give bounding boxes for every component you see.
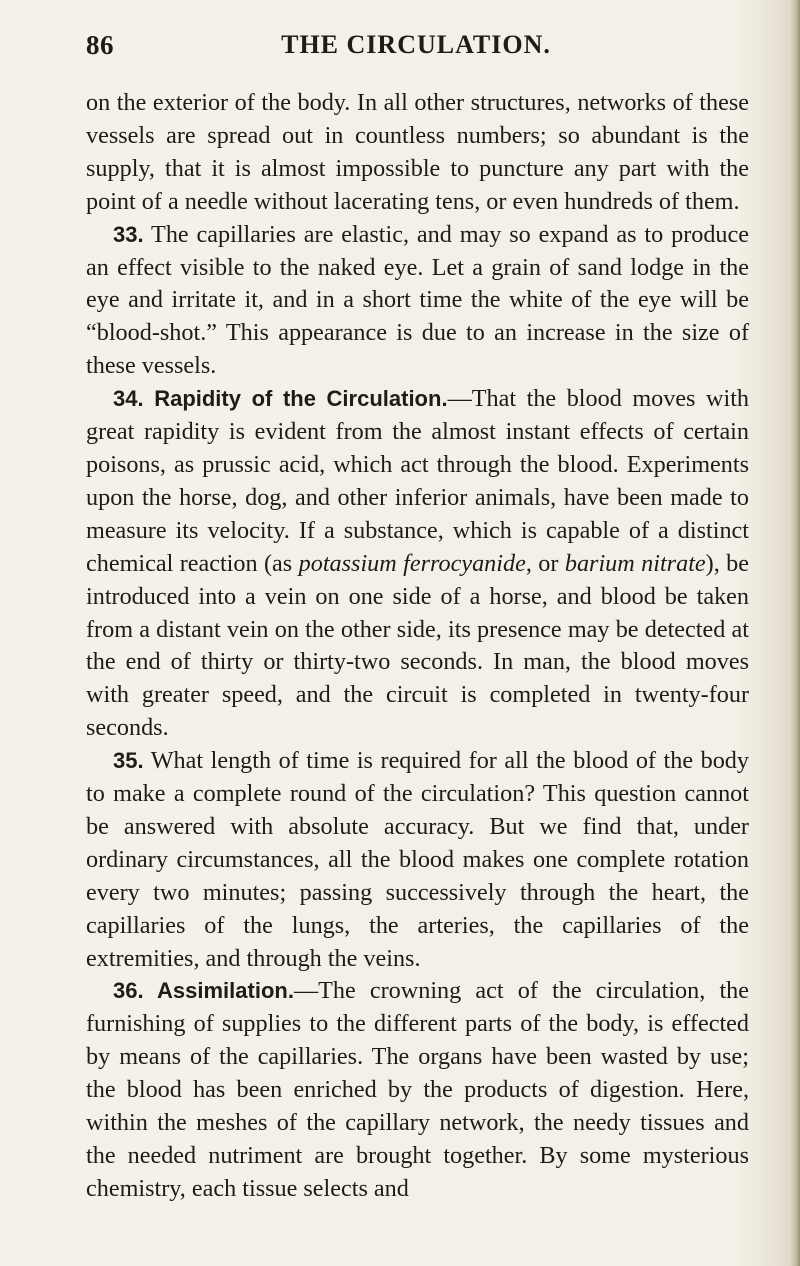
page-number: 86 [86,30,114,60]
section-heading: Assimilation. [143,978,294,1004]
paragraph-number: 33. [113,221,144,247]
paragraph-text: , or [525,549,565,577]
paragraph-33 [86,219,749,384]
paragraph-text: What length of time is required for all the blood of the body to make a complete round of the circulation? This question cannot be answered with absolute accuracy. But we find that, under ordinary circumstances, all the blood makes one complete rotation every two minutes; passing successively through the heart, the capillaries of the lungs, the arteries, the capillaries of the extremities, and through the veins. [86,747,749,972]
paragraph-text: ), be introduced into a vein on one side of a horse, and blood be taken from a distant vein on the other side, its presence may be detected at the end of thirty or thirty-two seconds. In man, the blood moves with greater speed, and the circuit is completed in twenty-four seconds. [86,549,749,742]
paragraph-text: —That the blood moves with great rapidity is evident from the almost instant effects of certain poisons, as prussic acid, which act through the blood. Experiments upon the horse, dog, and other inferior animals, have been made to measure its velocity. If a substance, which is capable of a distinct chemical reaction (as [86,385,750,577]
paragraph-text: —The crowning act of the circulation, the furnishing of supplies to the different parts of the body, is effected by means of the capillaries. The organs have been wasted by use; the blood has been enriched by the products of digestion. Here, within the meshes of the capillary network, the needy tissues and the needed nutriment are brought together. By some mysterious chemistry, each tissue selects and [86,977,749,1202]
italic-term: barium nitrate [564,549,706,577]
running-head: THE CIRCULATION. [281,30,551,59]
paragraph-number: 36. [113,978,144,1004]
italic-term: potassium ferrocyanide [298,549,526,577]
paragraph-36 [86,975,749,1205]
paragraph-number: 34. [113,386,144,412]
paragraph-text: The capillaries are elastic, and may so expand as to produce an effect visible to the naked eye. Let a grain of sand lodge in the eye and irritate it, and in a short time the white of the eye will be “blood-shot.” This appearance is due to an increase in the size of these vessels. [86,220,749,380]
paragraph-continuation [86,87,749,219]
section-heading: Rapidity of the Circulation. [143,386,448,412]
paragraph-number: 35. [113,748,144,774]
page-edge-shadow [790,0,800,1266]
paragraph-35 [86,745,749,975]
page-header [86,30,746,66]
paragraph-34 [86,383,749,745]
paragraph-text: on the exterior of the body. In all other structures, networks of these vessels are spread out in countless numbers; so abundant is the supply, that it is almost impossible to puncture any part with the point of a needle without lacerating tens, or even hundreds of them. [86,89,749,215]
page-body [86,87,749,1206]
